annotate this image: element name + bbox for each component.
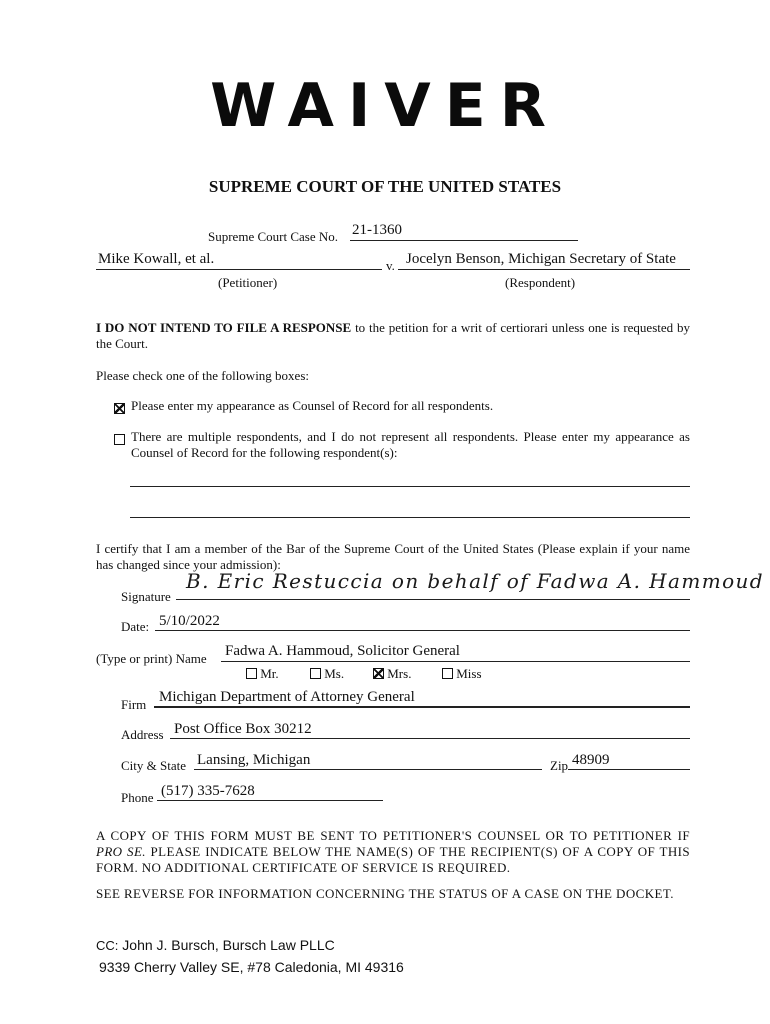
bar-certification: I certify that I am a member of the Bar of the Supreme Court of the United States (Please explain if your name has changed since your admission): xyxy=(96,541,690,572)
petitioner-name: Mike Kowall, et al. xyxy=(98,251,215,267)
name-line xyxy=(221,661,690,662)
checkbox-empty-icon xyxy=(310,668,321,679)
signature-value: B. Eric Restuccia on behalf of Fadwa A. Hammoud xyxy=(186,569,764,593)
case-number-value: 21-1360 xyxy=(352,222,402,238)
cc-line-1: John J. Bursch, Bursch Law PLLC xyxy=(122,937,335,953)
firm-value[interactable]: Michigan Department of Attorney General xyxy=(159,689,415,705)
checkbox-checked-icon xyxy=(373,668,384,679)
title-mr-label: Mr. xyxy=(260,666,279,681)
pro-se-text: PRO SE. xyxy=(96,844,146,859)
firm-label: Firm xyxy=(121,697,147,712)
checkbox-checked-icon xyxy=(114,403,125,414)
cc-label: CC: xyxy=(96,938,119,953)
case-number-line xyxy=(350,240,578,241)
case-number-label: Supreme Court Case No. xyxy=(208,229,338,244)
statement-bold: I DO NOT INTEND TO FILE A RESPONSE xyxy=(96,320,352,335)
docket-notice: SEE REVERSE FOR INFORMATION CONCERNING THE STATUS OF A CASE ON THE DOCKET. xyxy=(96,886,674,901)
service-notice-part-1: A COPY OF THIS FORM MUST BE SENT TO PETITIONER'S COUNSEL OR TO PETITIONER IF xyxy=(96,828,690,843)
option-all-respondents-label: Please enter my appearance as Counsel of Record for all respondents. xyxy=(131,398,494,413)
city-state-label: City & State xyxy=(121,758,186,773)
title-mrs[interactable] xyxy=(373,666,411,682)
firm-line xyxy=(154,706,690,708)
respondent-entry-line-2[interactable] xyxy=(130,517,690,518)
title-mrs-label: Mrs. xyxy=(387,666,412,681)
zip-label: Zip xyxy=(550,758,569,773)
city-state-line xyxy=(194,769,542,770)
versus-label: v. xyxy=(386,258,395,273)
date-label: Date: xyxy=(121,619,150,634)
city-state-value[interactable]: Lansing, Michigan xyxy=(197,752,311,768)
date-line xyxy=(155,630,690,631)
checkbox-empty-icon xyxy=(114,434,125,445)
response-statement xyxy=(96,320,690,352)
option-all-respondents-checkbox[interactable] xyxy=(114,400,125,418)
title-ms[interactable] xyxy=(310,666,344,682)
phone-label: Phone xyxy=(121,790,154,805)
checkbox-empty-icon xyxy=(246,668,257,679)
petitioner-caption: (Petitioner) xyxy=(218,275,278,290)
address-value[interactable]: Post Office Box 30212 xyxy=(174,721,312,737)
court-name: SUPREME COURT OF THE UNITED STATES xyxy=(208,177,562,196)
title-mr[interactable] xyxy=(246,666,279,682)
name-value[interactable]: Fadwa A. Hammoud, Solicitor General xyxy=(225,643,460,659)
respondent-line xyxy=(398,269,690,270)
name-label: (Type or print) Name xyxy=(96,651,207,666)
zip-value[interactable]: 48909 xyxy=(572,752,610,768)
service-notice xyxy=(96,828,690,876)
service-notice-part-2: PLEASE INDICATE BELOW THE NAME(S) OF THE RECIPIENT(S) OF A COPY OF THIS FORM. NO ADDITIONAL CERTIFICATE OF SERVICE IS REQUIRED. xyxy=(96,844,690,875)
check-instruction: Please check one of the following boxes: xyxy=(96,368,309,383)
form-title: WAIVER xyxy=(210,71,560,141)
title-ms-label: Ms. xyxy=(324,666,345,681)
checkbox-empty-icon xyxy=(442,668,453,679)
petitioner-line xyxy=(96,269,382,270)
phone-line xyxy=(157,800,383,801)
respondent-name: Jocelyn Benson, Michigan Secretary of State xyxy=(406,251,676,267)
date-value[interactable]: 5/10/2022 xyxy=(159,613,220,629)
statement-rest: to the petition for a writ of certiorari unless one is requested by the Court. xyxy=(96,320,690,351)
phone-value[interactable]: (517) 335-7628 xyxy=(161,783,255,799)
respondent-entry-line-1[interactable] xyxy=(130,486,690,487)
respondent-caption: (Respondent) xyxy=(505,275,576,290)
option-multiple-respondents-checkbox[interactable] xyxy=(114,431,125,449)
zip-line xyxy=(568,769,690,770)
title-miss-label: Miss xyxy=(456,666,482,681)
cc-block xyxy=(96,934,335,957)
title-miss[interactable] xyxy=(442,666,482,682)
signature-line xyxy=(176,599,690,600)
address-line xyxy=(170,738,690,739)
option-multiple-respondents-label: There are multiple respondents, and I do not represent all respondents. Please enter my appearance as Counsel of Record for the following respondent(s): xyxy=(131,429,690,460)
address-label: Address xyxy=(121,727,164,742)
signature-label: Signature xyxy=(121,589,171,604)
cc-line-2: 9339 Cherry Valley SE, #78 Caledonia, MI 49316 xyxy=(99,959,404,975)
